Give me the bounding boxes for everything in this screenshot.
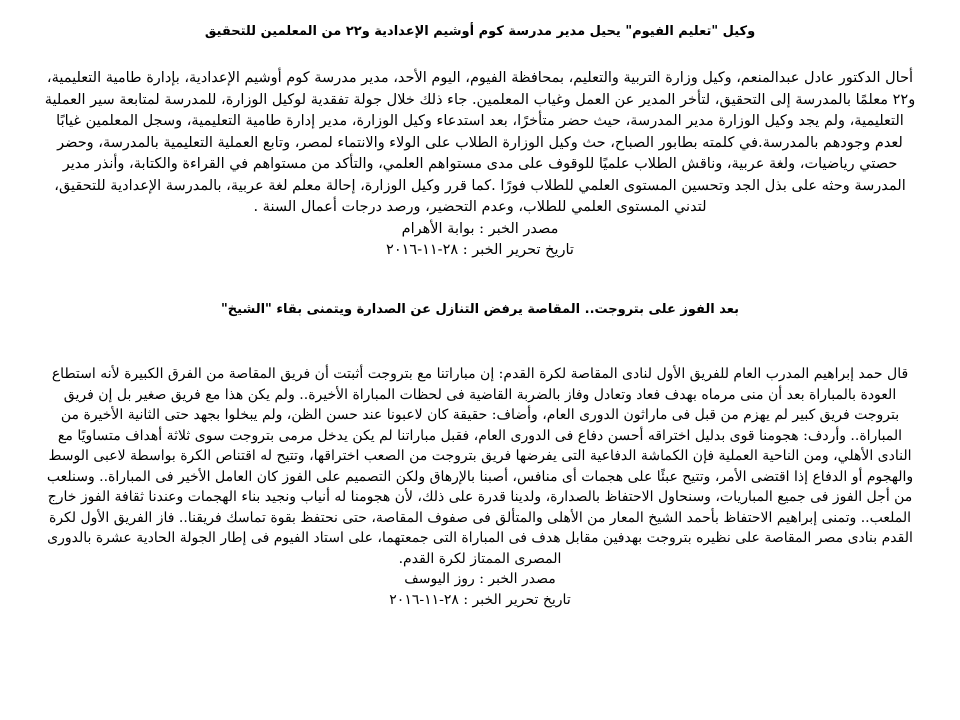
article-body: أحال الدكتور عادل عبدالمنعم، وكيل وزارة التربية والتعليم، بمحافظة الفيوم، اليوم الأحد، مدير مدرسة كوم أوشيم الإعدادية، بإدارة طامية التعليمية، و٢٢ معلمًا بالمدرسة إلى التحقيق، لتأخر المدير عن العمل وغياب المعلمين. جاء ذلك خلال جولة تفقدية لوكيل الوزارة، للمدرسة لمتابعة سير العملية التعليمية، ولم يجد وكيل الوزارة مدير المدرسة، حيث حضر متأخرًا، بعد استدعاء وكيل الوزارة، مدير إدارة طامية التعليمية، وسجل المعلمين غيابًا لعدم وجودهم بالمدرسة.في كلمته بطابور الصباح، حث وكيل الوزارة الطلاب على الولاء والانتماء لمصر، وتابع العملية التعليمية بالمدرسة، وحضر حصتي رياضيات، ولغة عربية، وناقش الطلاب علميًا للوقوف على مدى مستواهم العلمي، والتأكد من مستواهم في القراءة والكتابة، وأنذر مدير المدرسة وحثه على بذل الجد وتحسين المستوى العلمي للطلاب فورًا .كما قرر وكيل الوزارة، إحالة معلم لغة عربية، بالمدرسة الإعدادية للتحقيق، لتدني المستوى العلمي للطلاب، وعدم التحضير، ورصد درجات أعمال السنة . [44, 70, 916, 215]
article-body: قال حمد إبراهيم المدرب العام للفريق الأول لنادى المقاصة لكرة القدم: إن مباراتنا مع بتروجت أثبتت أن فريق المقاصة من الفرق الكبيرة لأنه استطاع العودة بالمباراة بعد أن منى مرماه بهدف فعاد وتعادل وفاز بالضربة القاضية فى لحظات المباراة الأخيرة.. ولم يكن هذا مع فريق صغير بل إن فريق بتروجت فريق كبير لم يهزم من قبل فى ماراثون الدورى العام، وأضاف: حقيقة كان لاعبونا عند حسن الظن، ولم يبخلوا بجهد حتى الثانية الأخيرة من المباراة.. وأردف: هجومنا قوى بدليل اختراقه أحسن دفاع فى الدورى العام، فقبل مباراتنا لم يكن يدخل مرمى بتروجت سوى ثلاثة أهداف متساويًا مع النادى الأهلي، ومن الناحية العملية فإن الكماشة الدفاعية التى يفرضها فريق بتروجت من الصعب اختراقها، وتتيح له اقتناص الكرة بواسطة لاعبى الوسط والهجوم أو الدفاع إذا اقتضى الأمر، وتتيح عبئًا على هجمات أى منافس، أصبنا بالإرهاق ولكن التصميم على الفوز كان العامل الأخير فى المباراة.. وسنلعب من أجل الفوز فى جميع المباريات، وسنحاول الاحتفاظ بالصدارة، ولدينا قدرة على ذلك، لأن هجومنا له أنياب ونجيد بناء الهجمات وعندنا ثقافة الفوز خارج الملعب.. وتمنى إبراهيم الاحتفاظ بأحمد الشيخ المعار من الأهلى والمتألق فى صفوف المقاصة، حتى نحتفظ بقوة تماسك فريقنا.. فاز الفريق الأول لكرة القدم بنادى مصر المقاصة على نظيره بتروجت بهدفين مقابل هدف فى المباراة التى جمعتهما، على استاد الفيوم فى إطار الجولة الحادية عشرة بالدورى المصرى الممتاز لكرة القدم. [46, 366, 914, 567]
article-headline: وكيل "تعليم الفيوم" يحيل مدير مدرسة كوم أوشيم الإعدادية و٢٢ من المعلمين للتحقيق [204, 24, 756, 39]
article-headline: بعد الفوز على بتروجت.. المقاصة يرفض التنازل عن الصدارة ويتمنى بقاء "الشيخ" [221, 302, 739, 317]
article-source: مصدر الخبر : بوابة الأهرام [401, 220, 559, 237]
article-date: تاريخ تحرير الخبر : ٢٨-١١-٢٠١٦ [389, 591, 571, 608]
article-date: تاريخ تحرير الخبر : ٢٨-١١-٢٠١٦ [386, 242, 574, 258]
news-article [40, 22, 920, 262]
news-article [40, 300, 920, 610]
article-source: مصدر الخبر : روز اليوسف [404, 571, 556, 587]
